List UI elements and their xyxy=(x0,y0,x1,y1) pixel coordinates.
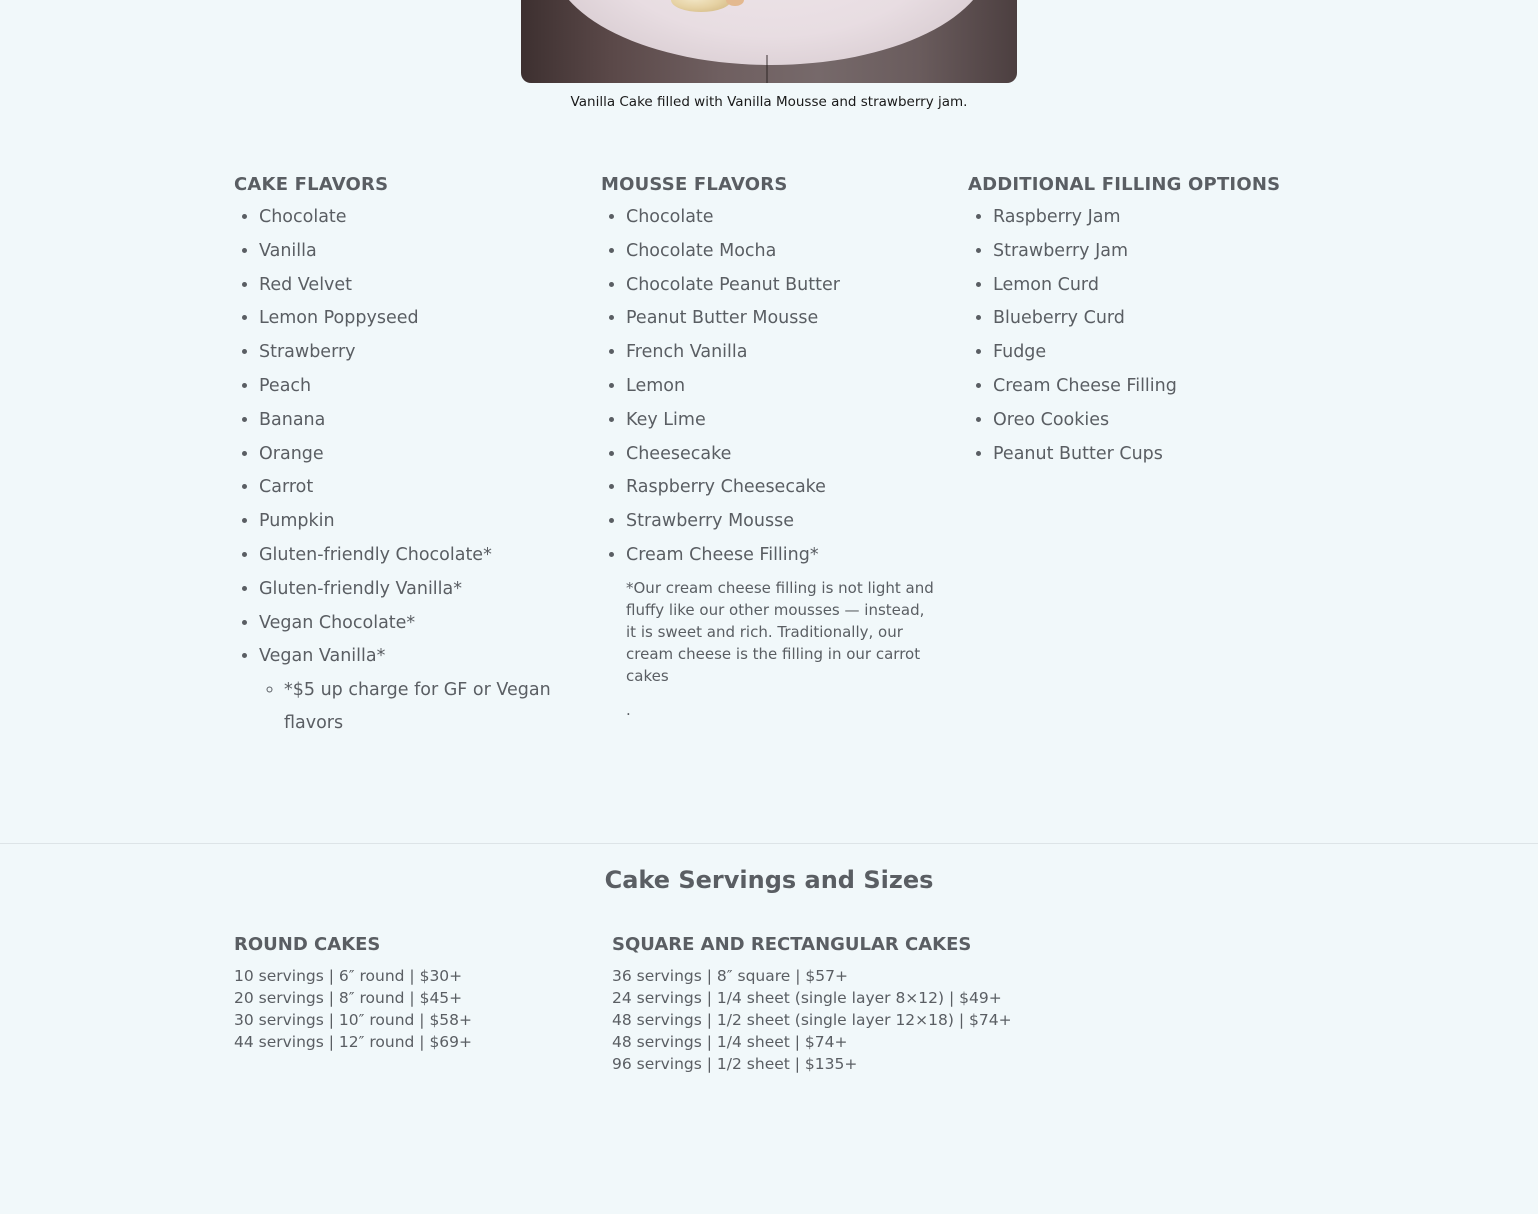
list-item: • Raspberry Cheesecake xyxy=(626,471,946,505)
list-item: • Vanilla xyxy=(259,235,564,269)
list-item: • Pumpkin xyxy=(259,505,564,539)
square-cakes-block xyxy=(612,934,1012,1075)
list-item: • Blueberry Curd xyxy=(993,302,1288,336)
list-item: • Cheesecake xyxy=(626,438,946,472)
size-row: 36 servings | 8″ square | $57+ xyxy=(612,967,848,985)
list-item: • Lemon xyxy=(626,370,946,404)
list-item: • Fudge xyxy=(993,336,1288,370)
list-item: • Strawberry Mousse xyxy=(626,505,946,539)
list-item: • Vegan Chocolate* xyxy=(259,607,564,641)
filling-options-column xyxy=(968,174,1288,471)
list-item: • Gluten-friendly Vanilla* xyxy=(259,573,564,607)
list-item: • Raspberry Jam xyxy=(993,201,1288,235)
list-item: • Cream Cheese Filling* xyxy=(626,539,946,573)
size-row: 24 servings | 1/4 sheet (single layer 8×12) | $49+ xyxy=(612,989,1002,1007)
cream-cheese-note: *Our cream cheese filling is not light and fluffy like our other mousses — instead, it is sweet and rich. Traditionally, our cream cheese is the filling in our carrot cakes xyxy=(626,578,934,685)
servings-section-title: Cake Servings and Sizes xyxy=(604,866,934,894)
list-item: • Oreo Cookies xyxy=(993,404,1288,438)
list-item: • Orange xyxy=(259,438,564,472)
filling-options-heading: ADDITIONAL FILLING OPTIONS xyxy=(968,174,1281,195)
square-cakes-heading: SQUARE AND RECTANGULAR CAKES xyxy=(612,934,972,955)
filling-options-list xyxy=(968,201,1288,471)
photo-caption: Vanilla Cake filled with Vanilla Mousse and strawberry jam. xyxy=(570,94,968,110)
size-row: 30 servings | 10″ round | $58+ xyxy=(234,1011,473,1029)
section-divider xyxy=(0,843,1538,844)
cake-flavors-heading: CAKE FLAVORS xyxy=(234,174,389,195)
list-item: • Lemon Curd xyxy=(993,269,1288,303)
size-row: 20 servings | 8″ round | $45+ xyxy=(234,989,463,1007)
trailing-period: . xyxy=(626,700,631,719)
mousse-flavors-heading: MOUSSE FLAVORS xyxy=(601,174,788,195)
list-item: • French Vanilla xyxy=(626,336,946,370)
size-row: 10 servings | 6″ round | $30+ xyxy=(234,967,463,985)
size-row: 96 servings | 1/2 sheet | $135+ xyxy=(612,1055,858,1073)
list-item: • Peanut Butter Cups xyxy=(993,438,1288,472)
list-item: • Strawberry Jam xyxy=(993,235,1288,269)
list-item: • Peanut Butter Mousse xyxy=(626,302,946,336)
list-item: • Cream Cheese Filling xyxy=(993,370,1288,404)
plate-image xyxy=(551,0,991,65)
list-item: • Chocolate Mocha xyxy=(626,235,946,269)
size-row: 48 servings | 1/2 sheet (single layer 12×18) | $74+ xyxy=(612,1011,1012,1029)
list-item: • Chocolate xyxy=(626,201,946,235)
list-item-label: Vegan Vanilla* xyxy=(259,646,386,667)
cake-photo xyxy=(521,0,1017,83)
mousse-flavors-column xyxy=(601,174,946,721)
wood-plank-line xyxy=(766,55,768,83)
upcharge-footnote: ◦ *$5 up charge for GF or Vegan flavors xyxy=(284,674,574,740)
mousse-flavors-list xyxy=(601,201,946,573)
list-item: • Banana xyxy=(259,404,564,438)
list-item: • Chocolate Peanut Butter xyxy=(626,269,946,303)
round-cakes-block xyxy=(234,934,472,1053)
list-item: • Chocolate xyxy=(259,201,564,235)
cake-flavors-list xyxy=(234,201,564,740)
cake-flavors-column xyxy=(234,174,564,740)
list-item: • Red Velvet xyxy=(259,269,564,303)
list-item: • Strawberry xyxy=(259,336,564,370)
list-item: • Gluten-friendly Chocolate* xyxy=(259,539,564,573)
list-item: • Carrot xyxy=(259,471,564,505)
cake-flavors-sublist xyxy=(259,674,564,740)
size-row: 44 servings | 12″ round | $69+ xyxy=(234,1033,473,1051)
list-item: • Key Lime xyxy=(626,404,946,438)
list-item xyxy=(259,640,564,740)
round-cakes-heading: ROUND CAKES xyxy=(234,934,381,955)
list-item: • Lemon Poppyseed xyxy=(259,302,564,336)
list-item: • Peach xyxy=(259,370,564,404)
size-row: 48 servings | 1/4 sheet | $74+ xyxy=(612,1033,848,1051)
